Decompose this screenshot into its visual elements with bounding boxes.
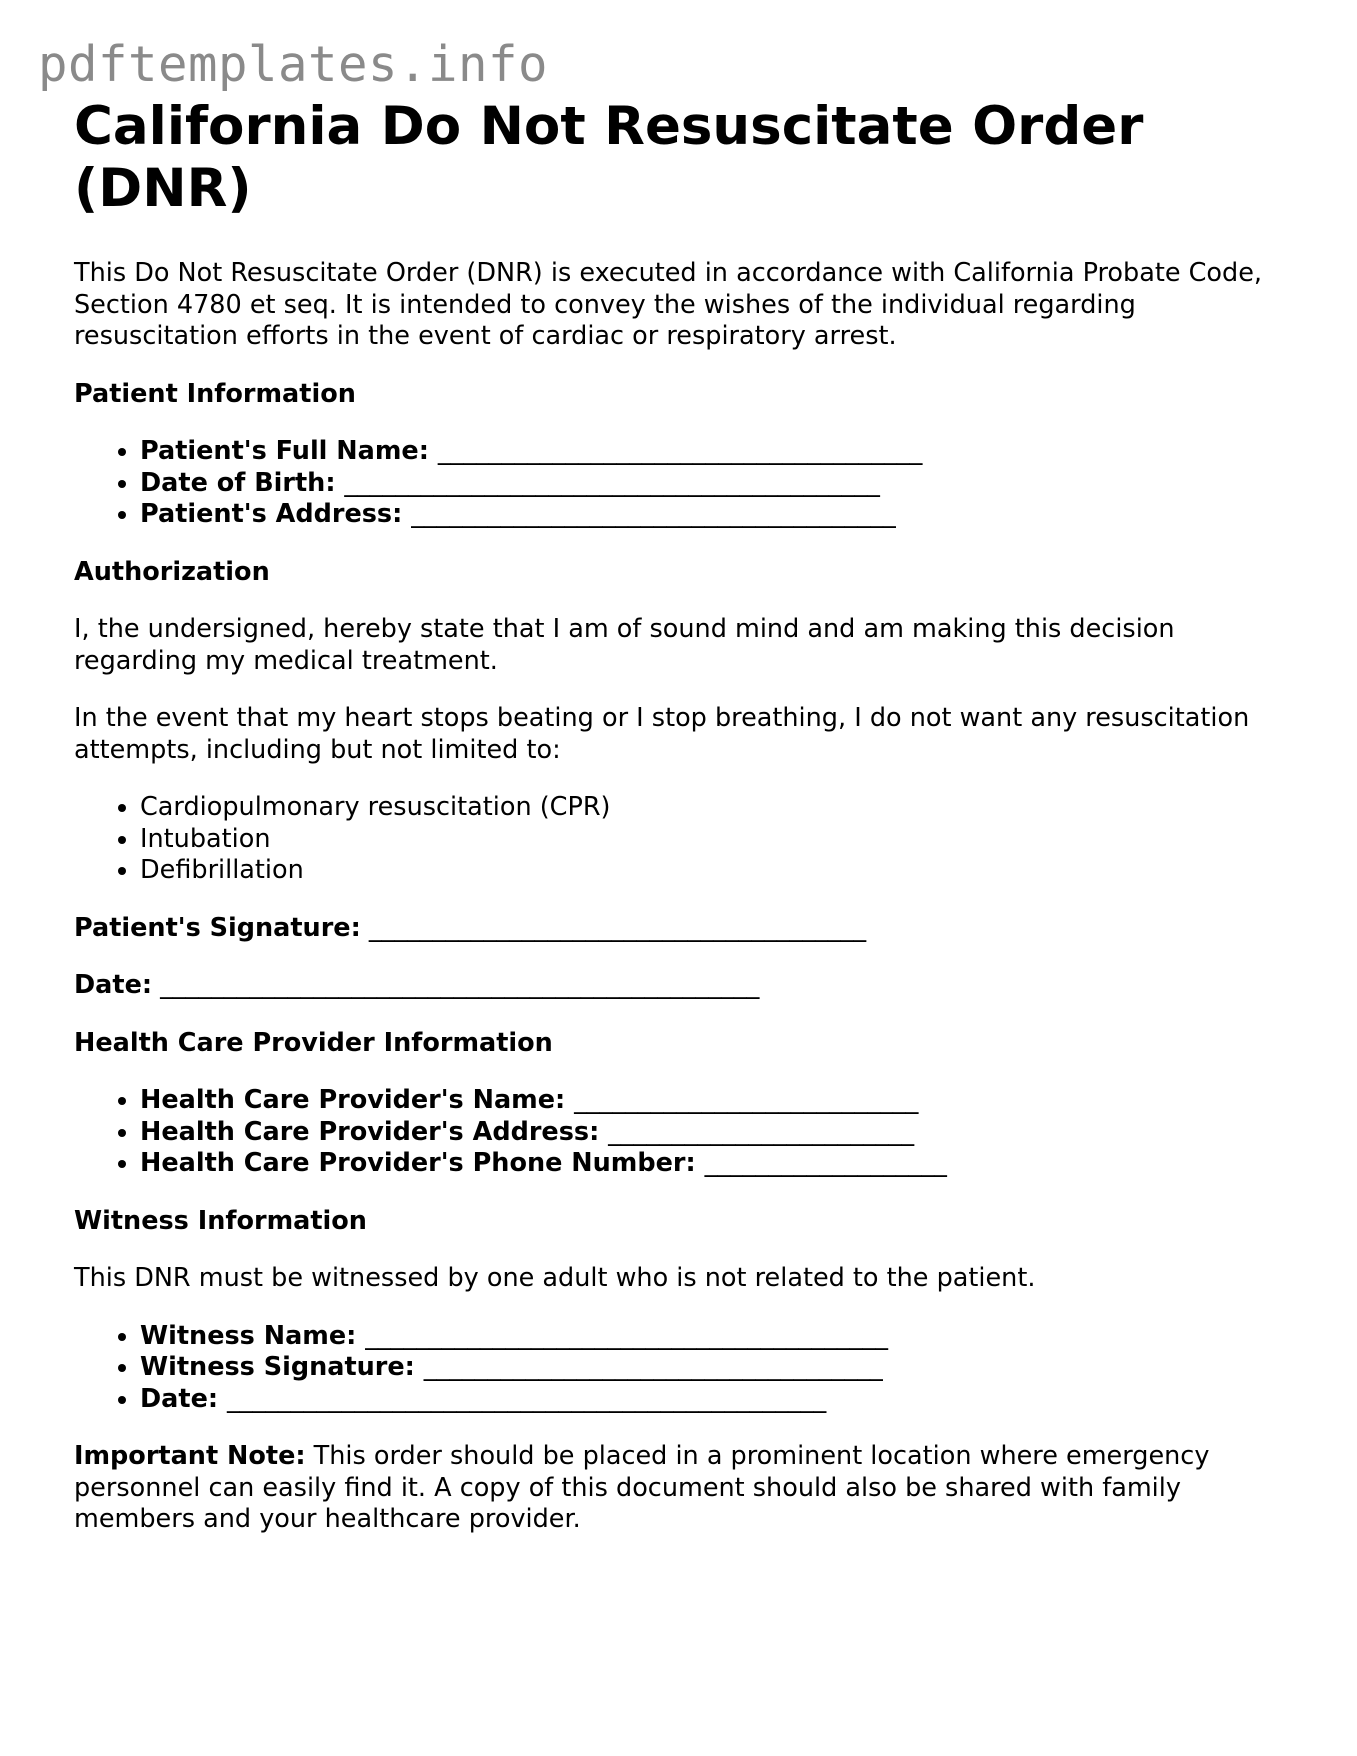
provider-phone-field[interactable] <box>140 1148 1294 1180</box>
resuscitation-list <box>74 792 1294 887</box>
patient-name-field[interactable] <box>140 436 1294 468</box>
authorization-paragraph-2: In the event that my heart stops beating or I stop breathing, I do not want any resuscitation attempts, including but not limited to: <box>74 703 1250 765</box>
patient-address-label: Patient's Address: <box>140 499 403 529</box>
list-item: • Intubation <box>140 824 1294 856</box>
provider-info-list <box>74 1085 1294 1180</box>
witness-name-field[interactable] <box>140 1321 1294 1353</box>
patient-info-heading: Patient Information <box>74 378 356 409</box>
witness-info-list <box>74 1321 1294 1416</box>
important-note-text: This order should be placed in a prominent location where emergency personnel can easily find it. A copy of this document should also be shared with family members and your healthcare provider. <box>74 1441 1210 1534</box>
patient-address-field[interactable] <box>140 499 1294 531</box>
witness-signature-field[interactable] <box>140 1352 1294 1384</box>
patient-signature-blank[interactable]: _______________________________________ <box>368 912 867 943</box>
document-body <box>74 96 1294 1562</box>
patient-name-label: Patient's Full Name: <box>140 436 429 466</box>
list-item: • Cardiopulmonary resuscitation (CPR) <box>140 792 1294 824</box>
witness-date-label: Date: <box>140 1383 219 1414</box>
important-note <box>74 1441 1274 1536</box>
provider-phone-label: Health Care Provider's Phone Number: <box>140 1148 696 1178</box>
provider-address-blank[interactable]: ________________________ <box>608 1116 915 1147</box>
witness-date-blank[interactable]: _______________________________________________ <box>226 1383 827 1414</box>
provider-name-label: Health Care Provider's Name: <box>140 1085 566 1115</box>
provider-address-label: Health Care Provider's Address: <box>140 1116 600 1147</box>
witness-paragraph: This DNR must be witnessed by one adult who is not related to the patient. <box>74 1263 1036 1293</box>
document-title: California Do Not Resuscitate Order (DNR) <box>74 96 1144 219</box>
witness-date-field[interactable] <box>140 1384 1294 1416</box>
witness-signature-blank[interactable]: ____________________________________ <box>423 1352 883 1382</box>
authorization-paragraph-1: I, the undersigned, hereby state that I am of sound mind and am making this decision regarding my medical treatment. <box>74 614 1175 676</box>
patient-signature-label: Patient's Signature: <box>74 912 361 943</box>
important-note-label: Important Note: <box>74 1441 306 1471</box>
date-of-birth-field[interactable] <box>140 468 1294 500</box>
patient-info-list <box>74 436 1294 531</box>
provider-address-field[interactable] <box>140 1117 1294 1149</box>
witness-info-heading: Witness Information <box>74 1205 367 1236</box>
date-of-birth-blank[interactable]: __________________________________________ <box>344 467 880 498</box>
signature-date-label: Date: <box>74 970 153 1000</box>
signature-date-blank[interactable]: _______________________________________________ <box>160 970 760 1000</box>
watermark: pdftemplates.info <box>38 36 549 93</box>
provider-info-heading: Health Care Provider Information <box>74 1027 553 1058</box>
patient-name-blank[interactable]: ______________________________________ <box>437 436 923 466</box>
witness-name-blank[interactable]: _________________________________________ <box>365 1320 888 1351</box>
authorization-heading: Authorization <box>74 556 270 587</box>
signature-date-field[interactable] <box>74 970 1294 1002</box>
provider-name-field[interactable] <box>140 1085 1294 1117</box>
patient-signature-field[interactable] <box>74 913 1294 945</box>
date-of-birth-label: Date of Birth: <box>140 467 336 498</box>
list-item: • Defibrillation <box>140 855 1294 887</box>
witness-name-label: Witness Name: <box>140 1320 357 1351</box>
intro-paragraph: This Do Not Resuscitate Order (DNR) is executed in accordance with California Probate Code, Section 4780 et seq. It is intended to convey the wishes of the individual regarding resuscitation efforts in the event of cardiac or respiratory arrest. <box>74 258 1263 351</box>
provider-name-blank[interactable]: ___________________________ <box>574 1085 919 1115</box>
patient-address-blank[interactable]: ______________________________________ <box>411 499 896 529</box>
witness-signature-label: Witness Signature: <box>140 1352 415 1382</box>
provider-phone-blank[interactable]: ___________________ <box>704 1148 947 1178</box>
